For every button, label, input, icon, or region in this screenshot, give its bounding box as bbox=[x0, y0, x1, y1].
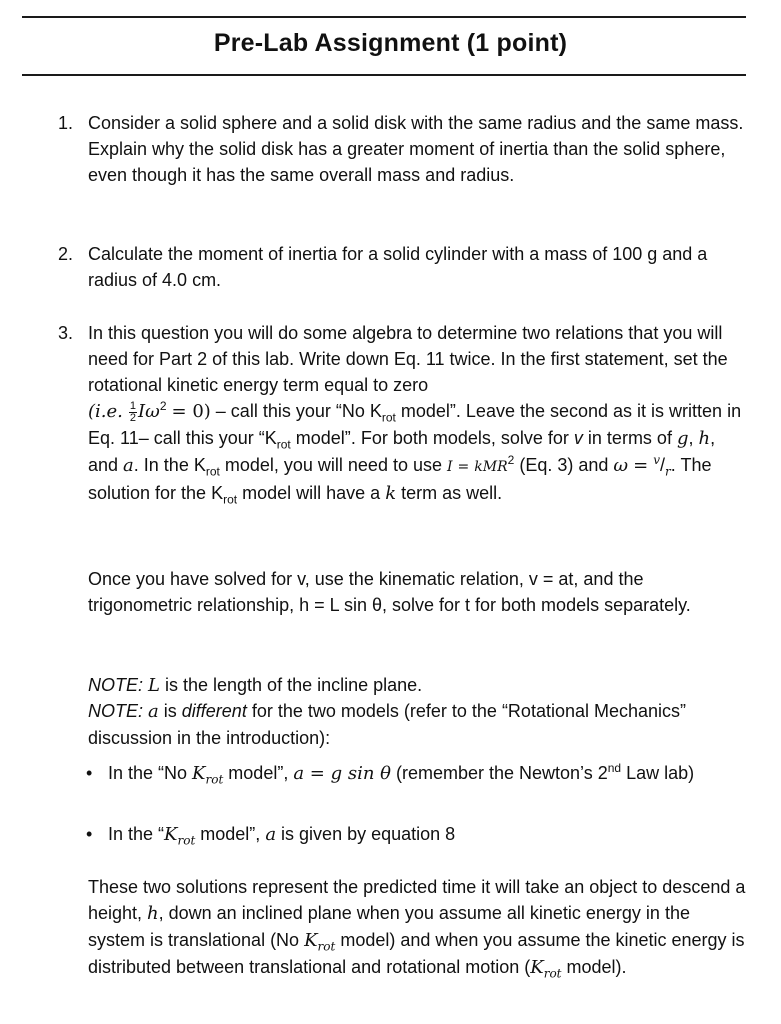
page-title: Pre-Lab Assignment (1 point) bbox=[213, 29, 568, 57]
question-3 bbox=[58, 320, 748, 507]
question-number: 3. bbox=[58, 323, 74, 343]
question-number: 2. bbox=[58, 244, 74, 264]
question-text: Consider a solid sphere and a solid disk with the same radius and the same mass. Explain why the solid disk has a greater moment of inertia than the solid sphere, even though it has the same overall mass and radius. bbox=[88, 113, 744, 185]
question-1 bbox=[58, 110, 748, 188]
bullet-no-krot: • In the “No $K_{rot}$ model”, a = g sin θ (remember the Newton’s 2nd Law lab) bbox=[86, 761, 695, 787]
top-rule bbox=[22, 16, 746, 18]
closing-paragraph: These two solutions represent the predicted time it will take an object to descend a height, h, down an inclined plane when you assume all kinetic energy in the system is translational (No $K_{rot}$ model) and when you assume the kinetic energy is distributed between translational and rotational motion ($K_{rot}$ model). bbox=[88, 877, 746, 981]
fraction-one-half: $\frac{1}{2}$ bbox=[129, 399, 137, 424]
bottom-rule bbox=[22, 74, 746, 76]
question-text: Calculate the moment of inertia for a solid cylinder with a mass of 100 g and a radius of 4.0 cm. bbox=[88, 244, 708, 290]
question-2 bbox=[58, 241, 748, 293]
question-text: In this question you will do some algebra to determine two relations that you will need for Part 2 of this lab. Write down Eq. 11 twice. In the first statement, set the rotational kinetic energy term equal to zero (i.e. $\frac{1}{2}$ $I\omega^2 = 0$) – call this your “No $K_{rot}$ model”. Leave the second as it is written in Eq. 11– call this your “$K_{rot}$ model”. For both models, solve for v in terms of g, h, and a. In the $K_{rot}$ model, you will need to use I = kMR$^2$ (Eq. 3) and $\omega = ^v/_r$. The solution for the $K_{rot}$ model will have a k term as well. bbox=[88, 323, 742, 507]
bullet-krot: • In the “$K_{rot}$ model”, a is given by equation 8 bbox=[86, 821, 748, 848]
question-number: 1. bbox=[58, 113, 74, 133]
note-acceleration: NOTE: a is different for the two models (refer to the “Rotational Mechanics” discussion in the introduction): bbox=[88, 701, 687, 748]
bullet-dot: • bbox=[86, 824, 93, 844]
bullet-dot: • bbox=[86, 763, 93, 783]
note-length: NOTE: L is the length of the incline plane. bbox=[88, 675, 423, 696]
kinematics-paragraph: Once you have solved for v, use the kinematic relation, v = at, and the trigonometric relationship, h = L sin θ, solve for t for both models separately. bbox=[88, 569, 691, 615]
